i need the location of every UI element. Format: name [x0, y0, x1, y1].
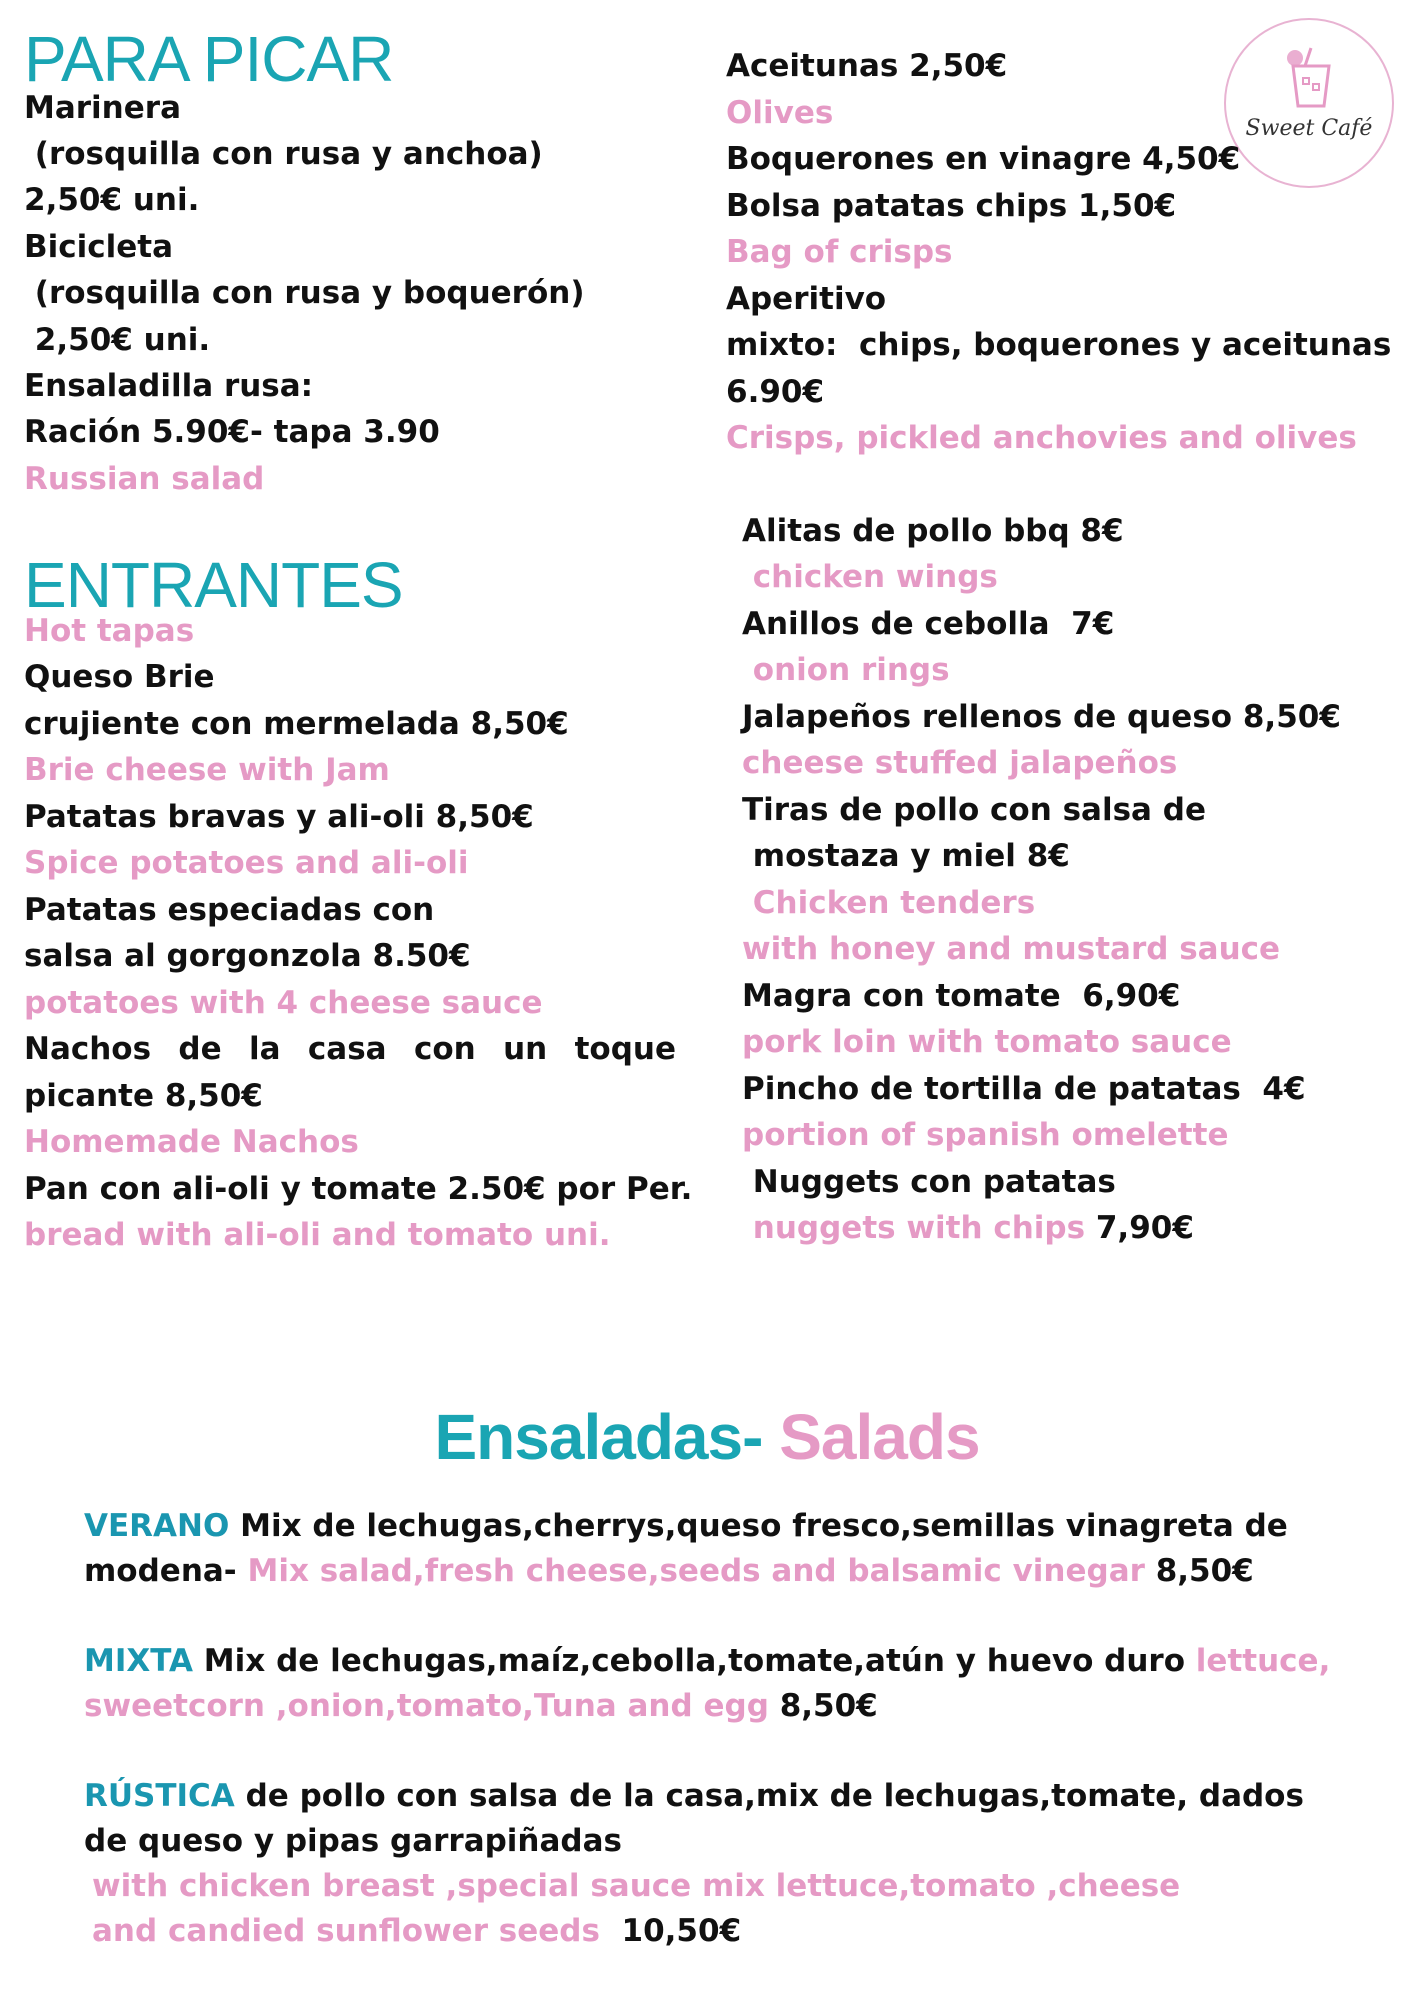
menu-line-english: onion rings	[742, 652, 950, 688]
menu-line: Alitas de pollo bbq 8€	[742, 513, 1124, 549]
menu-line-english: Spice potatoes and ali-oli	[24, 845, 469, 881]
menu-line: (rosquilla con rusa y anchoa)	[24, 136, 543, 172]
menu-line: Nuggets con patatas	[742, 1164, 1116, 1200]
menu-line: Patatas especiadas con	[24, 892, 435, 928]
para-picar-title: PARA PICAR	[24, 23, 394, 95]
menu-line: 6.90€	[726, 374, 825, 410]
entrantes-title: ENTRANTES	[24, 549, 403, 621]
menu-line-english: Brie cheese with Jam	[24, 752, 390, 788]
menu-line: Nachos de la casa con un toque	[24, 1031, 676, 1067]
salad-name: MIXTA	[84, 1643, 194, 1679]
salad-price: 8,50€	[1144, 1553, 1254, 1589]
drink-icon	[1281, 44, 1341, 114]
menu-line-english: Hot tapas	[24, 613, 195, 649]
menu-line: (rosquilla con rusa y boquerón)	[24, 275, 585, 311]
salad-desc-es: Mix de lechugas,maíz,cebolla,tomate,atún y huevo duro	[193, 1643, 1186, 1679]
salad-price: 10,50€	[599, 1913, 742, 1949]
menu-line: Aceitunas 2,50€	[726, 48, 1008, 84]
menu-line: Marinera	[24, 90, 181, 126]
salad-rustica	[84, 1774, 1344, 1954]
salad-name: VERANO	[84, 1508, 230, 1544]
menu-line-english: Olives	[726, 95, 834, 131]
salad-desc-es: de pollo con salsa de la casa,mix de lechugas,tomate, dados de queso y pipas garrapiñadas	[84, 1778, 1304, 1859]
salad-desc-en: Mix salad,fresh cheese,seeds and balsamic vinegar	[236, 1553, 1145, 1589]
menu-line: Pincho de tortilla de patatas 4€	[742, 1071, 1306, 1107]
menu-line: Jalapeños rellenos de queso 8,50€	[742, 699, 1341, 735]
menu-line-english: cheese stuffed jalapeños	[742, 745, 1178, 781]
menu-line: Bicicleta	[24, 229, 174, 265]
menu-line-english: Chicken tenders	[742, 885, 1036, 921]
salad-desc-en: with chicken breast ,special sauce mix lettuce,tomato ,cheese	[92, 1868, 1181, 1904]
menu-line: Tiras de pollo con salsa de	[742, 792, 1206, 828]
salad-price: 8,50€	[768, 1688, 878, 1724]
menu-line-english: chicken wings	[742, 559, 998, 595]
menu-line: Pan con ali-oli y tomate 2.50€ por Per.	[24, 1171, 693, 1207]
menu-line: mixto: chips, boquerones y aceitunas	[726, 327, 1392, 363]
nuggets-line	[742, 1208, 1194, 1248]
menu-line: 2,50€ uni.	[24, 182, 200, 218]
menu-line: Queso Brie	[24, 659, 215, 695]
menu-line-english: Bag of crisps	[726, 234, 953, 270]
salad-name: RÚSTICA	[84, 1778, 235, 1814]
menu-line-english: with honey and mustard sauce	[742, 931, 1281, 967]
menu-line: mostaza y miel 8€	[742, 838, 1070, 874]
salad-verano	[84, 1504, 1344, 1594]
menu-line: 2,50€ uni.	[24, 322, 211, 358]
menu-line-english: Homemade Nachos	[24, 1124, 359, 1160]
menu-line-english: potatoes with 4 cheese sauce	[24, 985, 543, 1021]
menu-line: Magra con tomate 6,90€	[742, 978, 1181, 1014]
menu-line: Ración 5.90€- tapa 3.90	[24, 414, 440, 450]
salad-desc-en-line2	[84, 1909, 1344, 1954]
menu-line: Anillos de cebolla 7€	[742, 606, 1115, 642]
menu-line: Patatas bravas y ali-oli 8,50€	[24, 799, 534, 835]
logo-text: Sweet Café	[1245, 116, 1373, 141]
menu-line: Ensaladilla rusa:	[24, 368, 314, 404]
salad-mixta	[84, 1639, 1344, 1729]
menu-line-english: Crisps, pickled anchovies and olives	[726, 420, 1357, 456]
menu-line-english: nuggets with chips	[742, 1210, 1086, 1246]
menu-line: Aperitivo	[726, 281, 887, 317]
sweet-cafe-logo	[1224, 18, 1394, 188]
menu-line-english: portion of spanish omelette	[742, 1117, 1229, 1153]
menu-line: crujiente con mermelada 8,50€	[24, 706, 569, 742]
menu-line-english: pork loin with tomato sauce	[742, 1024, 1232, 1060]
salad-desc-es: Mix de lechugas,cherrys,queso fresco,semillas vinagreta de modena-	[84, 1508, 1288, 1589]
menu-line-english: Russian salad	[24, 461, 265, 497]
salad-desc-en: lettuce, sweetcorn ,onion,tomato,Tuna and egg	[84, 1643, 1331, 1724]
salads-title-es: Ensaladas-	[434, 1401, 763, 1473]
salads-title	[0, 1400, 1414, 1474]
menu-line: salsa al gorgonzola 8.50€	[24, 938, 471, 974]
menu-line: Boquerones en vinagre 4,50€	[726, 141, 1241, 177]
price: 7,90€	[1095, 1210, 1194, 1246]
menu-line-english: bread with ali-oli and tomato uni.	[24, 1217, 611, 1253]
menu-line: Bolsa patatas chips 1,50€	[726, 188, 1177, 224]
salads-title-en: Salads	[779, 1401, 980, 1473]
salad-desc-en: and candied sunflower seeds	[92, 1913, 600, 1949]
menu-line: picante 8,50€	[24, 1078, 263, 1114]
